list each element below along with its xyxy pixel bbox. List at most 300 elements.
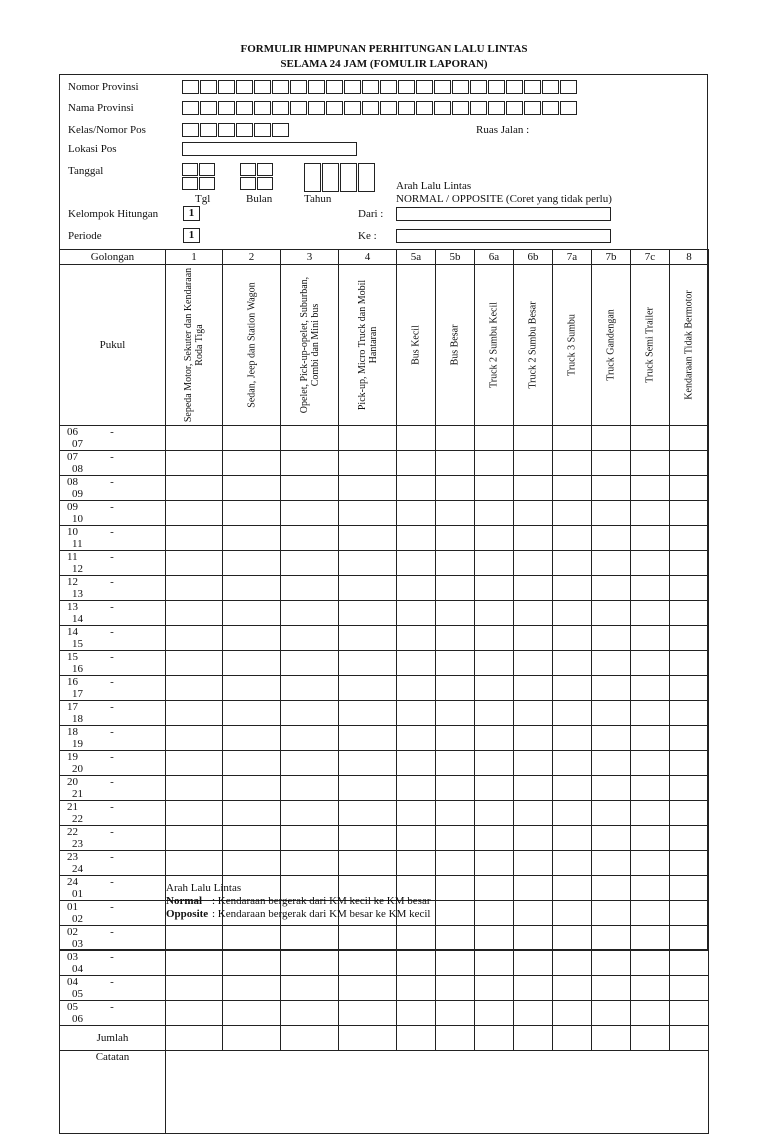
char-box[interactable] — [218, 101, 235, 115]
tahun-boxes[interactable] — [304, 163, 376, 193]
char-box[interactable] — [362, 80, 379, 94]
count-cell[interactable] — [436, 901, 475, 926]
count-cell[interactable] — [397, 976, 436, 1001]
count-cell[interactable] — [553, 576, 592, 601]
count-cell[interactable] — [223, 476, 281, 501]
count-cell[interactable] — [166, 951, 223, 976]
count-cell[interactable] — [436, 601, 475, 626]
char-box[interactable] — [524, 80, 541, 94]
count-cell[interactable] — [670, 726, 709, 751]
count-cell[interactable] — [631, 1001, 670, 1026]
count-cell[interactable] — [475, 551, 514, 576]
count-cell[interactable] — [514, 626, 553, 651]
count-cell[interactable] — [397, 776, 436, 801]
count-cell[interactable] — [436, 701, 475, 726]
count-cell[interactable] — [339, 476, 397, 501]
count-cell[interactable] — [223, 776, 281, 801]
count-cell[interactable] — [553, 751, 592, 776]
count-cell[interactable] — [339, 851, 397, 876]
count-cell[interactable] — [397, 751, 436, 776]
count-cell[interactable] — [339, 726, 397, 751]
count-cell[interactable] — [670, 576, 709, 601]
char-box[interactable] — [218, 123, 235, 137]
ke-field[interactable] — [396, 229, 611, 243]
count-cell[interactable] — [339, 526, 397, 551]
count-cell[interactable] — [670, 451, 709, 476]
char-box[interactable] — [272, 101, 289, 115]
count-cell[interactable] — [397, 651, 436, 676]
count-cell[interactable] — [475, 776, 514, 801]
count-cell[interactable] — [436, 651, 475, 676]
count-cell[interactable] — [514, 601, 553, 626]
count-cell[interactable] — [436, 976, 475, 1001]
count-cell[interactable] — [436, 426, 475, 451]
count-cell[interactable] — [592, 476, 631, 501]
count-cell[interactable] — [281, 751, 339, 776]
count-cell[interactable] — [281, 676, 339, 701]
count-cell[interactable] — [553, 926, 592, 951]
count-cell[interactable] — [436, 926, 475, 951]
count-cell[interactable] — [223, 426, 281, 451]
lokasi-pos-field[interactable] — [182, 142, 357, 156]
count-cell[interactable] — [339, 576, 397, 601]
count-cell[interactable] — [223, 501, 281, 526]
count-cell[interactable] — [397, 826, 436, 851]
count-cell[interactable] — [670, 551, 709, 576]
count-cell[interactable] — [514, 976, 553, 1001]
count-cell[interactable] — [166, 651, 223, 676]
count-cell[interactable] — [631, 651, 670, 676]
count-cell[interactable] — [553, 501, 592, 526]
count-cell[interactable] — [670, 426, 709, 451]
count-cell[interactable] — [339, 676, 397, 701]
char-box[interactable] — [380, 80, 397, 94]
count-cell[interactable] — [223, 801, 281, 826]
char-box[interactable] — [218, 80, 235, 94]
count-cell[interactable] — [670, 676, 709, 701]
count-cell[interactable] — [166, 926, 223, 951]
count-cell[interactable] — [397, 926, 436, 951]
count-cell[interactable] — [475, 901, 514, 926]
count-cell[interactable] — [397, 701, 436, 726]
count-cell[interactable] — [514, 451, 553, 476]
count-cell[interactable] — [553, 526, 592, 551]
char-box[interactable] — [380, 101, 397, 115]
kelas-nomor-pos-boxes[interactable] — [182, 123, 290, 137]
count-cell[interactable] — [475, 976, 514, 1001]
count-cell[interactable] — [592, 651, 631, 676]
count-cell[interactable] — [397, 726, 436, 751]
count-cell[interactable] — [436, 676, 475, 701]
count-cell[interactable] — [514, 551, 553, 576]
count-cell[interactable] — [670, 851, 709, 876]
count-cell[interactable] — [631, 976, 670, 1001]
count-cell[interactable] — [475, 876, 514, 901]
total-cell[interactable] — [592, 1026, 631, 1051]
count-cell[interactable] — [592, 701, 631, 726]
count-cell[interactable] — [670, 901, 709, 926]
char-box[interactable] — [290, 80, 307, 94]
count-cell[interactable] — [339, 426, 397, 451]
count-cell[interactable] — [436, 451, 475, 476]
count-cell[interactable] — [514, 876, 553, 901]
count-cell[interactable] — [475, 701, 514, 726]
count-cell[interactable] — [631, 801, 670, 826]
char-box[interactable] — [182, 101, 199, 115]
count-cell[interactable] — [553, 601, 592, 626]
count-cell[interactable] — [553, 976, 592, 1001]
count-cell[interactable] — [631, 476, 670, 501]
count-cell[interactable] — [514, 426, 553, 451]
char-box[interactable] — [182, 80, 199, 94]
char-box[interactable] — [254, 101, 271, 115]
count-cell[interactable] — [670, 876, 709, 901]
count-cell[interactable] — [166, 626, 223, 651]
count-cell[interactable] — [281, 601, 339, 626]
count-cell[interactable] — [436, 501, 475, 526]
nama-provinsi-boxes[interactable] — [182, 101, 578, 115]
count-cell[interactable] — [514, 801, 553, 826]
count-cell[interactable] — [670, 701, 709, 726]
char-box[interactable] — [452, 80, 469, 94]
count-cell[interactable] — [339, 701, 397, 726]
count-cell[interactable] — [397, 426, 436, 451]
count-cell[interactable] — [514, 751, 553, 776]
count-cell[interactable] — [166, 501, 223, 526]
count-cell[interactable] — [475, 851, 514, 876]
count-cell[interactable] — [514, 651, 553, 676]
count-cell[interactable] — [281, 951, 339, 976]
count-cell[interactable] — [339, 626, 397, 651]
count-cell[interactable] — [475, 501, 514, 526]
count-cell[interactable] — [553, 826, 592, 851]
char-box[interactable] — [452, 101, 469, 115]
count-cell[interactable] — [436, 551, 475, 576]
count-cell[interactable] — [339, 651, 397, 676]
count-cell[interactable] — [223, 851, 281, 876]
count-cell[interactable] — [592, 526, 631, 551]
char-box[interactable] — [560, 80, 577, 94]
count-cell[interactable] — [514, 701, 553, 726]
count-cell[interactable] — [339, 776, 397, 801]
count-cell[interactable] — [223, 926, 281, 951]
count-cell[interactable] — [592, 1001, 631, 1026]
count-cell[interactable] — [436, 726, 475, 751]
count-cell[interactable] — [397, 951, 436, 976]
count-cell[interactable] — [166, 426, 223, 451]
char-box[interactable] — [560, 101, 577, 115]
count-cell[interactable] — [223, 701, 281, 726]
char-box[interactable] — [506, 101, 523, 115]
count-cell[interactable] — [397, 851, 436, 876]
count-cell[interactable] — [592, 776, 631, 801]
count-cell[interactable] — [436, 826, 475, 851]
char-box[interactable] — [434, 80, 451, 94]
count-cell[interactable] — [592, 451, 631, 476]
count-cell[interactable] — [281, 1001, 339, 1026]
count-cell[interactable] — [281, 651, 339, 676]
total-cell[interactable] — [397, 1026, 436, 1051]
count-cell[interactable] — [436, 851, 475, 876]
char-box[interactable] — [340, 163, 357, 192]
count-cell[interactable] — [592, 551, 631, 576]
count-cell[interactable] — [223, 651, 281, 676]
count-cell[interactable] — [514, 1001, 553, 1026]
count-cell[interactable] — [553, 626, 592, 651]
count-cell[interactable] — [475, 751, 514, 776]
count-cell[interactable] — [631, 776, 670, 801]
count-cell[interactable] — [592, 626, 631, 651]
count-cell[interactable] — [592, 726, 631, 751]
count-cell[interactable] — [553, 776, 592, 801]
total-cell[interactable] — [436, 1026, 475, 1051]
nomor-provinsi-boxes[interactable] — [182, 80, 578, 94]
char-box[interactable] — [488, 101, 505, 115]
count-cell[interactable] — [223, 751, 281, 776]
count-cell[interactable] — [397, 476, 436, 501]
count-cell[interactable] — [514, 726, 553, 751]
count-cell[interactable] — [631, 501, 670, 526]
count-cell[interactable] — [592, 876, 631, 901]
char-box[interactable] — [236, 101, 253, 115]
count-cell[interactable] — [339, 451, 397, 476]
count-cell[interactable] — [631, 626, 670, 651]
count-cell[interactable] — [397, 576, 436, 601]
count-cell[interactable] — [475, 726, 514, 751]
count-cell[interactable] — [281, 501, 339, 526]
count-cell[interactable] — [281, 776, 339, 801]
count-cell[interactable] — [166, 701, 223, 726]
char-box[interactable] — [272, 123, 289, 137]
count-cell[interactable] — [223, 1001, 281, 1026]
total-cell[interactable] — [553, 1026, 592, 1051]
count-cell[interactable] — [514, 501, 553, 526]
count-cell[interactable] — [631, 901, 670, 926]
count-cell[interactable] — [397, 1001, 436, 1026]
count-cell[interactable] — [475, 451, 514, 476]
char-box[interactable] — [416, 80, 433, 94]
count-cell[interactable] — [281, 426, 339, 451]
count-cell[interactable] — [223, 676, 281, 701]
count-cell[interactable] — [475, 676, 514, 701]
count-cell[interactable] — [553, 801, 592, 826]
count-cell[interactable] — [166, 976, 223, 1001]
count-cell[interactable] — [166, 526, 223, 551]
count-cell[interactable] — [631, 601, 670, 626]
count-cell[interactable] — [223, 551, 281, 576]
count-cell[interactable] — [670, 926, 709, 951]
count-cell[interactable] — [592, 576, 631, 601]
count-cell[interactable] — [339, 751, 397, 776]
count-cell[interactable] — [436, 801, 475, 826]
count-cell[interactable] — [281, 626, 339, 651]
count-cell[interactable] — [553, 851, 592, 876]
count-cell[interactable] — [436, 876, 475, 901]
count-cell[interactable] — [339, 926, 397, 951]
count-cell[interactable] — [553, 701, 592, 726]
count-cell[interactable] — [514, 576, 553, 601]
char-box[interactable] — [506, 80, 523, 94]
count-cell[interactable] — [166, 776, 223, 801]
count-cell[interactable] — [223, 726, 281, 751]
count-cell[interactable] — [631, 526, 670, 551]
count-cell[interactable] — [166, 726, 223, 751]
count-cell[interactable] — [670, 951, 709, 976]
count-cell[interactable] — [592, 501, 631, 526]
char-box[interactable] — [344, 101, 361, 115]
count-cell[interactable] — [281, 851, 339, 876]
count-cell[interactable] — [514, 951, 553, 976]
count-cell[interactable] — [475, 526, 514, 551]
count-cell[interactable] — [631, 826, 670, 851]
count-cell[interactable] — [223, 626, 281, 651]
count-cell[interactable] — [475, 576, 514, 601]
catatan-area[interactable] — [166, 1051, 709, 1134]
count-cell[interactable] — [553, 876, 592, 901]
char-box[interactable] — [542, 101, 559, 115]
count-cell[interactable] — [475, 926, 514, 951]
count-cell[interactable] — [670, 1001, 709, 1026]
count-cell[interactable] — [670, 626, 709, 651]
char-box[interactable] — [304, 163, 321, 192]
count-cell[interactable] — [592, 676, 631, 701]
count-cell[interactable] — [670, 826, 709, 851]
dari-field[interactable] — [396, 207, 611, 221]
char-box[interactable] — [488, 80, 505, 94]
count-cell[interactable] — [223, 526, 281, 551]
count-cell[interactable] — [553, 676, 592, 701]
count-cell[interactable] — [670, 501, 709, 526]
total-cell[interactable] — [475, 1026, 514, 1051]
char-box[interactable] — [398, 80, 415, 94]
count-cell[interactable] — [397, 801, 436, 826]
count-cell[interactable] — [514, 526, 553, 551]
count-cell[interactable] — [166, 751, 223, 776]
count-cell[interactable] — [592, 601, 631, 626]
char-box[interactable] — [254, 123, 271, 137]
count-cell[interactable] — [475, 601, 514, 626]
count-cell[interactable] — [475, 626, 514, 651]
count-cell[interactable] — [397, 601, 436, 626]
total-cell[interactable] — [670, 1026, 709, 1051]
count-cell[interactable] — [166, 826, 223, 851]
count-cell[interactable] — [339, 976, 397, 1001]
count-cell[interactable] — [553, 476, 592, 501]
count-cell[interactable] — [281, 551, 339, 576]
count-cell[interactable] — [281, 451, 339, 476]
count-cell[interactable] — [670, 651, 709, 676]
count-cell[interactable] — [397, 451, 436, 476]
count-cell[interactable] — [475, 951, 514, 976]
char-box[interactable] — [542, 80, 559, 94]
count-cell[interactable] — [631, 876, 670, 901]
count-cell[interactable] — [514, 776, 553, 801]
count-cell[interactable] — [592, 426, 631, 451]
char-box[interactable] — [182, 123, 199, 137]
count-cell[interactable] — [166, 576, 223, 601]
count-cell[interactable] — [166, 476, 223, 501]
count-cell[interactable] — [339, 501, 397, 526]
count-cell[interactable] — [281, 701, 339, 726]
count-cell[interactable] — [631, 926, 670, 951]
bulan-boxes[interactable] — [240, 163, 274, 191]
count-cell[interactable] — [514, 826, 553, 851]
char-box[interactable] — [434, 101, 451, 115]
count-cell[interactable] — [670, 776, 709, 801]
count-cell[interactable] — [281, 801, 339, 826]
total-cell[interactable] — [166, 1026, 223, 1051]
char-box[interactable] — [362, 101, 379, 115]
char-box[interactable] — [326, 101, 343, 115]
count-cell[interactable] — [592, 751, 631, 776]
count-cell[interactable] — [281, 926, 339, 951]
count-cell[interactable] — [223, 976, 281, 1001]
count-cell[interactable] — [670, 476, 709, 501]
count-cell[interactable] — [514, 676, 553, 701]
count-cell[interactable] — [436, 626, 475, 651]
char-box[interactable] — [470, 101, 487, 115]
count-cell[interactable] — [223, 951, 281, 976]
count-cell[interactable] — [339, 601, 397, 626]
char-box[interactable] — [290, 101, 307, 115]
count-cell[interactable] — [514, 926, 553, 951]
count-cell[interactable] — [166, 551, 223, 576]
total-cell[interactable] — [339, 1026, 397, 1051]
count-cell[interactable] — [475, 1001, 514, 1026]
count-cell[interactable] — [223, 601, 281, 626]
count-cell[interactable] — [281, 526, 339, 551]
count-cell[interactable] — [339, 551, 397, 576]
count-cell[interactable] — [592, 951, 631, 976]
count-cell[interactable] — [592, 801, 631, 826]
count-cell[interactable] — [281, 826, 339, 851]
count-cell[interactable] — [397, 526, 436, 551]
total-cell[interactable] — [281, 1026, 339, 1051]
char-box[interactable] — [344, 80, 361, 94]
char-box[interactable] — [236, 80, 253, 94]
count-cell[interactable] — [670, 526, 709, 551]
count-cell[interactable] — [553, 451, 592, 476]
count-cell[interactable] — [339, 826, 397, 851]
count-cell[interactable] — [553, 726, 592, 751]
count-cell[interactable] — [339, 801, 397, 826]
char-box[interactable] — [200, 123, 217, 137]
count-cell[interactable] — [475, 801, 514, 826]
count-cell[interactable] — [436, 951, 475, 976]
total-cell[interactable] — [631, 1026, 670, 1051]
count-cell[interactable] — [631, 726, 670, 751]
total-cell[interactable] — [514, 1026, 553, 1051]
count-cell[interactable] — [475, 826, 514, 851]
count-cell[interactable] — [339, 1001, 397, 1026]
count-cell[interactable] — [670, 976, 709, 1001]
char-box[interactable] — [326, 80, 343, 94]
count-cell[interactable] — [631, 676, 670, 701]
count-cell[interactable] — [166, 676, 223, 701]
count-cell[interactable] — [631, 451, 670, 476]
count-cell[interactable] — [670, 601, 709, 626]
char-box[interactable] — [524, 101, 541, 115]
count-cell[interactable] — [436, 476, 475, 501]
count-cell[interactable] — [553, 426, 592, 451]
count-cell[interactable] — [436, 751, 475, 776]
count-cell[interactable] — [592, 851, 631, 876]
char-box[interactable] — [236, 123, 253, 137]
count-cell[interactable] — [166, 451, 223, 476]
count-cell[interactable] — [475, 651, 514, 676]
count-cell[interactable] — [553, 651, 592, 676]
count-cell[interactable] — [553, 551, 592, 576]
